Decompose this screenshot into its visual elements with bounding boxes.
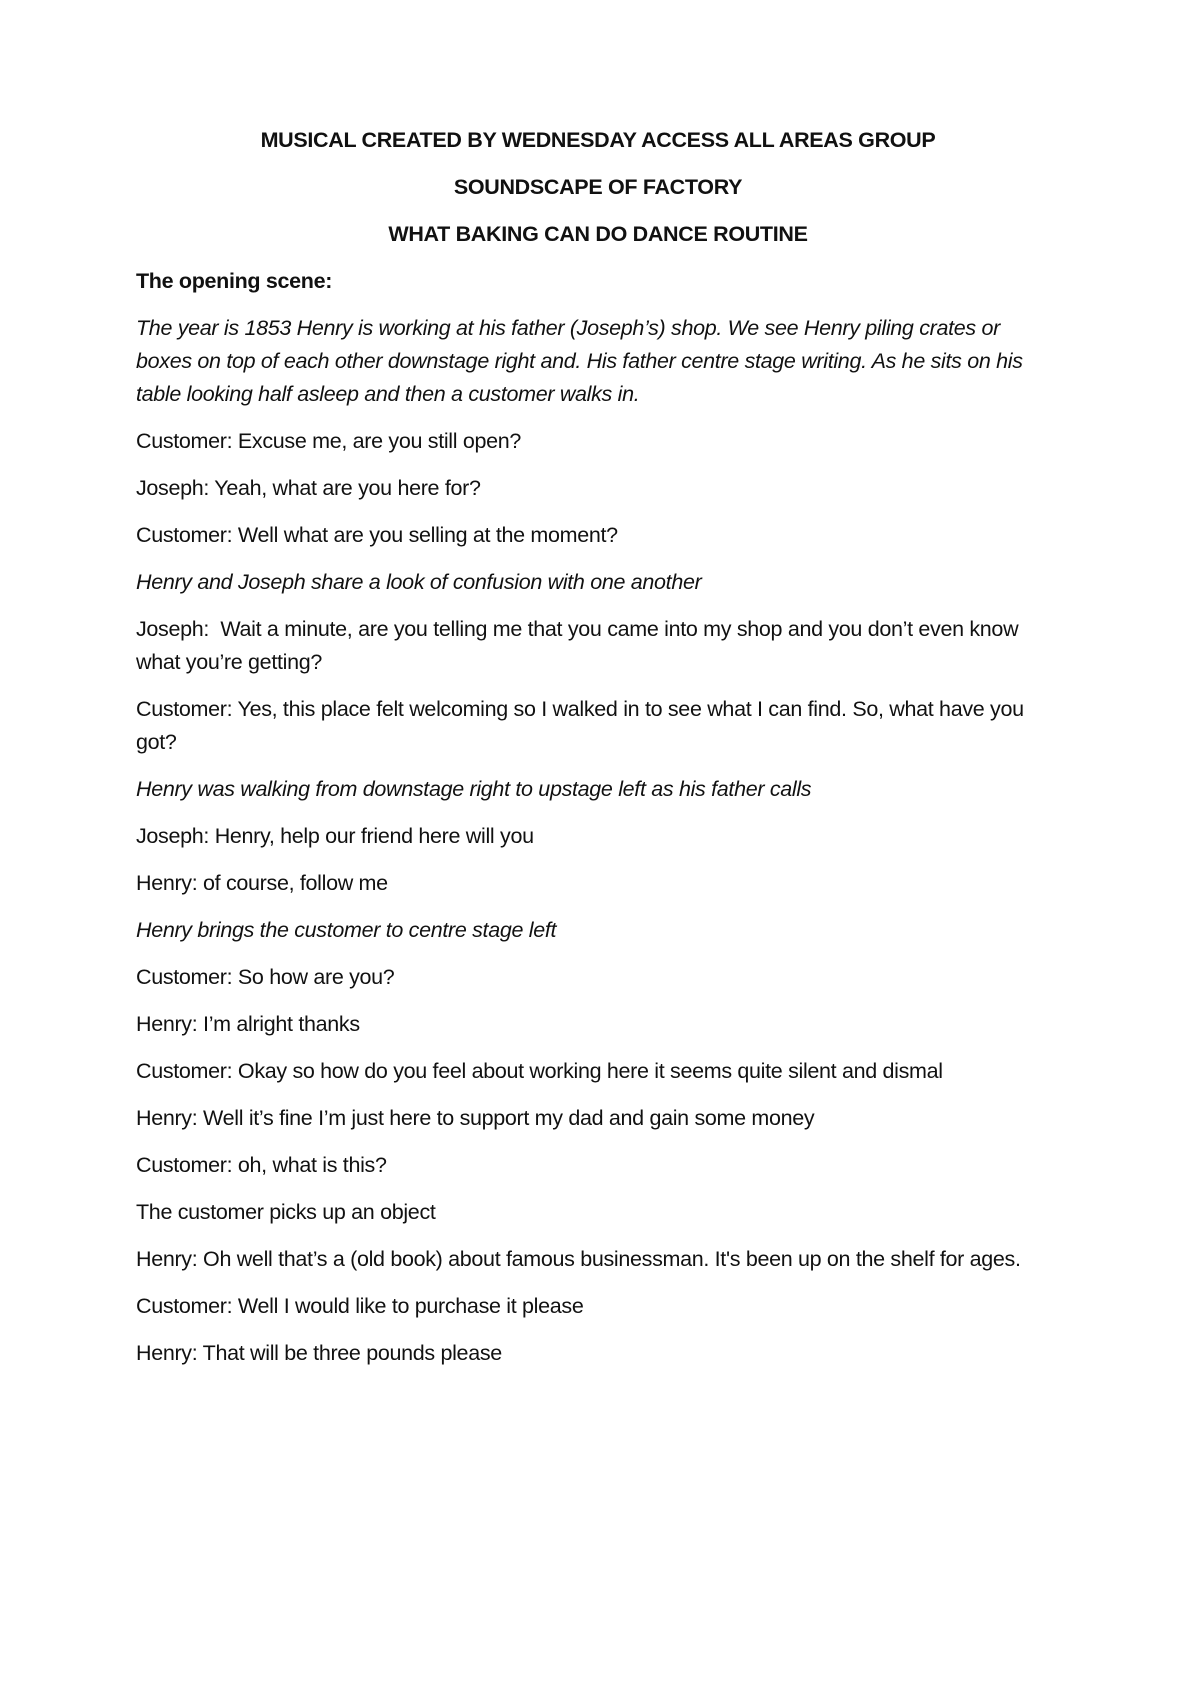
dialogue-line: Customer: oh, what is this?: [136, 1153, 387, 1177]
dialogue-line: Customer: So how are you?: [136, 965, 395, 989]
dialogue-line: Customer: Yes, this place felt welcoming so I walked in to see what I can find. So, what have you got?: [136, 697, 1030, 754]
dialogue-line: Customer: Okay so how do you feel about working here it seems quite silent and dismal: [136, 1059, 943, 1083]
dialogue-line: Customer: Well I would like to purchase it please: [136, 1294, 584, 1318]
dialogue-line: Joseph: Yeah, what are you here for?: [136, 476, 481, 500]
dialogue-line: Henry: of course, follow me: [136, 871, 388, 895]
dialogue-line: Henry: I’m alright thanks: [136, 1012, 360, 1036]
stage-direction: Henry was walking from downstage right to upstage left as his father calls: [136, 777, 812, 801]
scene-heading: The opening scene:: [136, 269, 333, 293]
dialogue-line: Joseph: Wait a minute, are you telling me that you came into my shop and you don’t even know what you’re getting?: [136, 617, 1024, 674]
stage-direction: Henry brings the customer to centre stage left: [136, 918, 557, 942]
title-line-3: WHAT BAKING CAN DO DANCE ROUTINE: [388, 222, 808, 246]
dialogue-line: Henry: Oh well that’s a (old book) about famous businessman. It's been up on the shelf for ages.: [136, 1247, 1021, 1271]
title-line-2: SOUNDSCAPE OF FACTORY: [453, 175, 743, 199]
title-line-1: MUSICAL CREATED BY WEDNESDAY ACCESS ALL AREAS GROUP: [260, 128, 936, 152]
dialogue-line: Joseph: Henry, help our friend here will you: [136, 824, 534, 848]
dialogue-line: Henry: That will be three pounds please: [136, 1341, 502, 1365]
stage-direction: Henry and Joseph share a look of confusion with one another: [136, 570, 702, 594]
dialogue-line: Customer: Well what are you selling at the moment?: [136, 523, 618, 547]
stage-direction-opening: The year is 1853 Henry is working at his father (Joseph’s) shop. We see Henry piling crates or boxes on top of each other downstage right and. His father centre stage writing. As he sits on his table looking half asleep and then a customer walks in.: [136, 316, 1029, 406]
dialogue-line: Customer: Excuse me, are you still open?: [136, 429, 522, 453]
dialogue-line: Henry: Well it’s fine I’m just here to support my dad and gain some money: [136, 1106, 815, 1130]
action-line: The customer picks up an object: [136, 1200, 436, 1224]
